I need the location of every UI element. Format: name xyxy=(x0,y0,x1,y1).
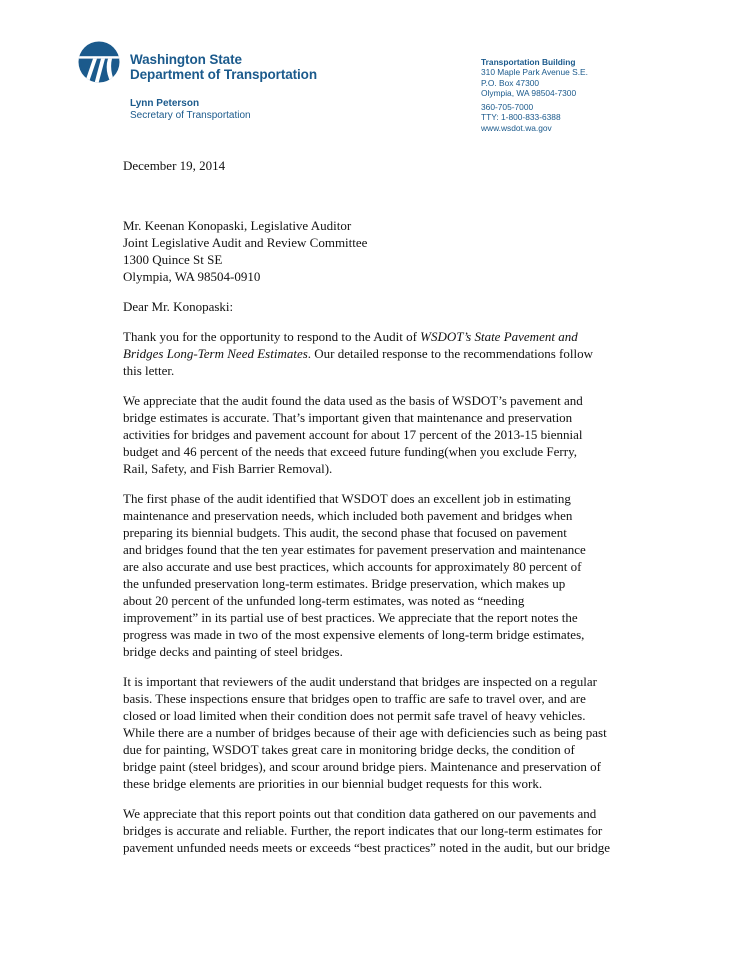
letter-body xyxy=(123,157,643,873)
wsdot-logo-icon xyxy=(78,41,120,83)
paragraph-line: bridge estimates is accurate. That’s important given that maintenance and preservation xyxy=(123,410,573,425)
paragraph-line: are also accurate and use best practices, which accounts for approximately 80 percent of xyxy=(123,559,582,574)
report-title-part-1: WSDOT’s State Pavement and xyxy=(420,329,578,344)
paragraph-line: due for painting, WSDOT takes great care in monitoring bridge decks, the condition of xyxy=(123,742,575,757)
paragraph-line xyxy=(123,328,643,345)
phone-number: 360-705-7000 xyxy=(481,102,534,113)
paragraph-2 xyxy=(123,392,643,477)
recipient-address xyxy=(123,217,643,285)
paragraph-line: preparing its biennial budgets. This audit, the second phase that focused on pavement xyxy=(123,525,567,540)
paragraph-line: this letter. xyxy=(123,363,175,378)
recipient-line: 1300 Quince St SE xyxy=(123,252,223,267)
report-title-part-2: Bridges Long-Term Need Estimates xyxy=(123,346,308,361)
paragraph-line xyxy=(123,345,643,362)
paragraph-5 xyxy=(123,805,643,856)
salutation-line: Dear Mr. Konopaski: xyxy=(123,299,234,314)
paragraph-line: and bridges found that the ten year estimates for pavement preservation and maintenance xyxy=(123,542,586,557)
website: www.wsdot.wa.gov xyxy=(481,122,552,133)
paragraph-line: closed or load limited when their condition does not permit safe travel of heavy vehicles. xyxy=(123,708,586,723)
paragraph-line: The first phase of the audit identified that WSDOT does an excellent job in estimating xyxy=(123,491,571,506)
paragraph-line: We appreciate that this report points out that condition data gathered on our pavements and xyxy=(123,806,597,821)
city-state-zip: Olympia, WA 98504-7300 xyxy=(481,87,577,98)
secretary-block xyxy=(130,98,251,122)
org-line-2: Department of Transportation xyxy=(130,67,317,82)
organization-name xyxy=(130,52,317,82)
street-address: 310 Maple Park Avenue S.E. xyxy=(481,67,588,78)
recipient-line: Joint Legislative Audit and Review Committee xyxy=(123,235,368,250)
paragraph-line: We appreciate that the audit found the data used as the basis of WSDOT’s pavement and xyxy=(123,393,583,408)
recipient-line: Mr. Keenan Konopaski, Legislative Auditor xyxy=(123,218,352,233)
paragraph-3 xyxy=(123,490,643,660)
paragraph-line: pavement unfunded needs meets or exceeds “best practices” noted in the audit, but our bridge xyxy=(123,840,610,855)
paragraph-line: improvement” in its partial use of best practices. We appreciate that the report notes the xyxy=(123,610,578,625)
paragraph-line: about 20 percent of the unfunded long-term estimates, was noted as “needing xyxy=(123,593,525,608)
paragraph-line: bridges is accurate and reliable. Further, the report indicates that our long-term estimates for xyxy=(123,823,603,838)
paragraph-line: bridge decks and painting of steel bridges. xyxy=(123,644,343,659)
paragraph-line: It is important that reviewers of the audit understand that bridges are inspected on a regular xyxy=(123,674,597,689)
paragraph-4 xyxy=(123,673,643,792)
salutation xyxy=(123,298,643,315)
text-run: . Our detailed response to the recommendations follow xyxy=(307,346,593,361)
secretary-name: Lynn Peterson xyxy=(130,98,200,109)
paragraph-line: While there are a number of bridges because of their age with deficiencies such as being past xyxy=(123,725,607,740)
paragraph-line: the unfunded preservation long-term estimates. Bridge preservation, which makes up xyxy=(123,576,566,591)
paragraph-line: Rail, Safety, and Fish Barrier Removal). xyxy=(123,461,333,476)
paragraph-1 xyxy=(123,328,643,379)
contact-block xyxy=(481,57,588,133)
paragraph-line: progress was made in two of the most expensive elements of long-term bridge estimates, xyxy=(123,627,585,642)
building-name: Transportation Building xyxy=(481,57,576,67)
paragraph-line: budget and 46 percent of the needs that exceed future funding(when you exclude Ferry, xyxy=(123,444,577,459)
text-run: Thank you for the opportunity to respond to the Audit of xyxy=(123,329,421,344)
secretary-title: Secretary of Transportation xyxy=(130,110,251,121)
letter-date xyxy=(123,157,643,174)
paragraph-line: maintenance and preservation needs, which included both pavement and bridges when xyxy=(123,508,573,523)
org-line-1: Washington State xyxy=(130,52,242,67)
paragraph-line: these bridge elements are priorities in our biennial budget requests for this work. xyxy=(123,776,543,791)
tty-number: TTY: 1-800-833-6388 xyxy=(481,112,561,123)
date-line: December 19, 2014 xyxy=(123,158,226,173)
paragraph-line: basis. These inspections ensure that bridges open to traffic are safe to travel over, and are xyxy=(123,691,586,706)
paragraph-line: activities for bridges and pavement account for about 17 percent of the 2013-15 biennial xyxy=(123,427,583,442)
po-box: P.O. Box 47300 xyxy=(481,77,540,88)
recipient-line: Olympia, WA 98504-0910 xyxy=(123,269,261,284)
paragraph-line: bridge paint (steel bridges), and scour around bridge piers. Maintenance and preservation of xyxy=(123,759,601,774)
